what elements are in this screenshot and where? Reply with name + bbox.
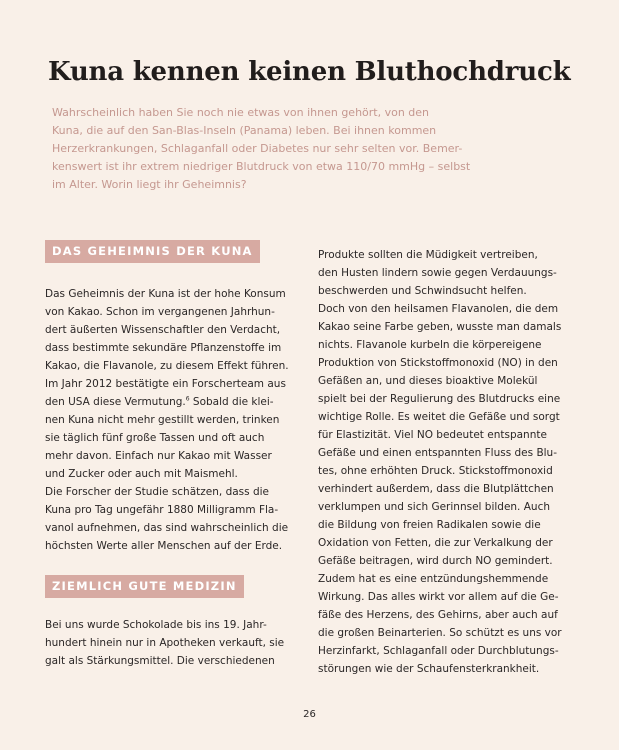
text-line: den Husten lindern sowie gegen Verdauungs- (318, 267, 557, 279)
intro-line: kenswert ist ihr extrem niedriger Blutdruck von etwa 110/70 mmHg – selbst (52, 160, 471, 173)
text-line: mehr davon. Einfach nur Kakao mit Wasser (45, 450, 272, 462)
text-line: verhindert außerdem, dass die Blutplättchen (318, 483, 554, 495)
text-line: von Kakao. Schon im vergangenen Jahrhun- (45, 306, 275, 318)
intro-line: im Alter. Worin liegt ihr Geheimnis? (52, 178, 247, 191)
intro-paragraph (52, 104, 572, 194)
text-line: spielt bei der Regulierung des Blutdrucks eine (318, 393, 561, 405)
text-line: Gefäße und einen entspannten Fluss des Blu- (318, 447, 558, 459)
text-line: verklumpen und sich Gerinnsel bilden. Auch (318, 501, 550, 513)
text-line: dass bestimmte sekundäre Pflanzenstoffe im (45, 342, 282, 354)
section-heading-medizin: ZIEMLICH GUTE MEDIZIN (45, 575, 244, 598)
text-segment: den USA diese Vermutung. (45, 396, 186, 408)
footnote-ref: 6 (185, 395, 190, 403)
text-line: vanol aufnehmen, das sind wahrscheinlich die (45, 522, 289, 534)
text-line: Gefäßen an, und dieses bioaktive Molekül (318, 375, 538, 387)
text-line: beschwerden und Schwindsucht helfen. (318, 285, 527, 297)
text-line: Im Jahr 2012 bestätigte ein Forscherteam aus (45, 378, 286, 390)
text-line: Wirkung. Das alles wirkt vor allem auf die Ge- (318, 591, 559, 603)
text-line-with-footnote (45, 393, 300, 411)
text-line: Bei uns wurde Schokolade bis ins 19. Jahr- (45, 619, 267, 631)
text-line: Die Forscher der Studie schätzen, dass die (45, 486, 269, 498)
text-line: für Elastizität. Viel NO bedeutet entspannte (318, 429, 547, 441)
intro-line: Kuna, die auf den San-Blas-Inseln (Panama) leben. Bei ihnen kommen (52, 124, 437, 137)
text-line: nichts. Flavanole kurbeln die körpereigene (318, 339, 542, 351)
text-line: hundert hinein nur in Apotheken verkauft, sie (45, 637, 285, 649)
right-column-body (318, 246, 578, 678)
right-column (318, 246, 578, 678)
text-line: nen Kuna nicht mehr gestillt werden, trinken (45, 414, 280, 426)
text-line: dert äußerten Wissenschaftler den Verdacht, (45, 324, 281, 336)
text-line: die Bildung von freien Radikalen sowie die (318, 519, 541, 531)
text-line: tes, ohne erhöhten Druck. Stickstoffmonoxid (318, 465, 553, 477)
text-line: sie täglich fünf große Tassen und oft auch (45, 432, 265, 444)
text-line: die großen Beinarterien. So schützt es uns vor (318, 627, 562, 639)
text-line: Herzinfarkt, Schlaganfall oder Durchblutungs- (318, 645, 559, 657)
text-segment: Sobald die klei- (189, 396, 274, 408)
section-geheimnis-body (45, 285, 300, 555)
text-line: wichtige Rolle. Es weitet die Gefäße und sorgt (318, 411, 560, 423)
text-line: höchsten Werte aller Menschen auf der Erde. (45, 540, 283, 552)
text-line: Kakao, die Flavanole, zu diesem Effekt führen. (45, 360, 289, 372)
text-line: Das Geheimnis der Kuna ist der hohe Konsum (45, 288, 286, 300)
text-line: Zudem hat es eine entzündungshemmende (318, 573, 549, 585)
text-line: Gefäße beitragen, wird durch NO gemindert. (318, 555, 553, 567)
text-line: Produkte sollten die Müdigkeit vertreiben, (318, 249, 538, 261)
text-line: Oxidation von Fetten, die zur Verkalkung der (318, 537, 553, 549)
text-line: Kakao seine Farbe geben, wusste man damals (318, 321, 562, 333)
text-line: fäße des Herzens, des Gehirns, aber auch auf (318, 609, 558, 621)
text-line: störungen wie der Schaufensterkrankheit. (318, 663, 540, 675)
text-line: Doch von den heilsamen Flavanolen, die dem (318, 303, 559, 315)
intro-line: Herzerkrankungen, Schlaganfall oder Diabetes nur sehr selten vor. Bemer- (52, 142, 463, 155)
section-medizin-body (45, 616, 300, 670)
left-column (45, 240, 300, 670)
section-heading-geheimnis: DAS GEHEIMNIS DER KUNA (45, 240, 260, 263)
text-line: Produktion von Stickstoffmonoxid (NO) in den (318, 357, 558, 369)
text-line: galt als Stärkungsmittel. Die verschiedenen (45, 655, 275, 667)
text-line: Kuna pro Tag ungefähr 1880 Milligramm Fla- (45, 504, 279, 516)
page-title: Kuna kennen keinen Bluthochdruck (48, 57, 571, 87)
intro-line: Wahrscheinlich haben Sie noch nie etwas von ihnen gehört, von den (52, 106, 430, 119)
text-line: und Zucker oder auch mit Maismehl. (45, 468, 238, 480)
page-number: 26 (303, 709, 316, 720)
